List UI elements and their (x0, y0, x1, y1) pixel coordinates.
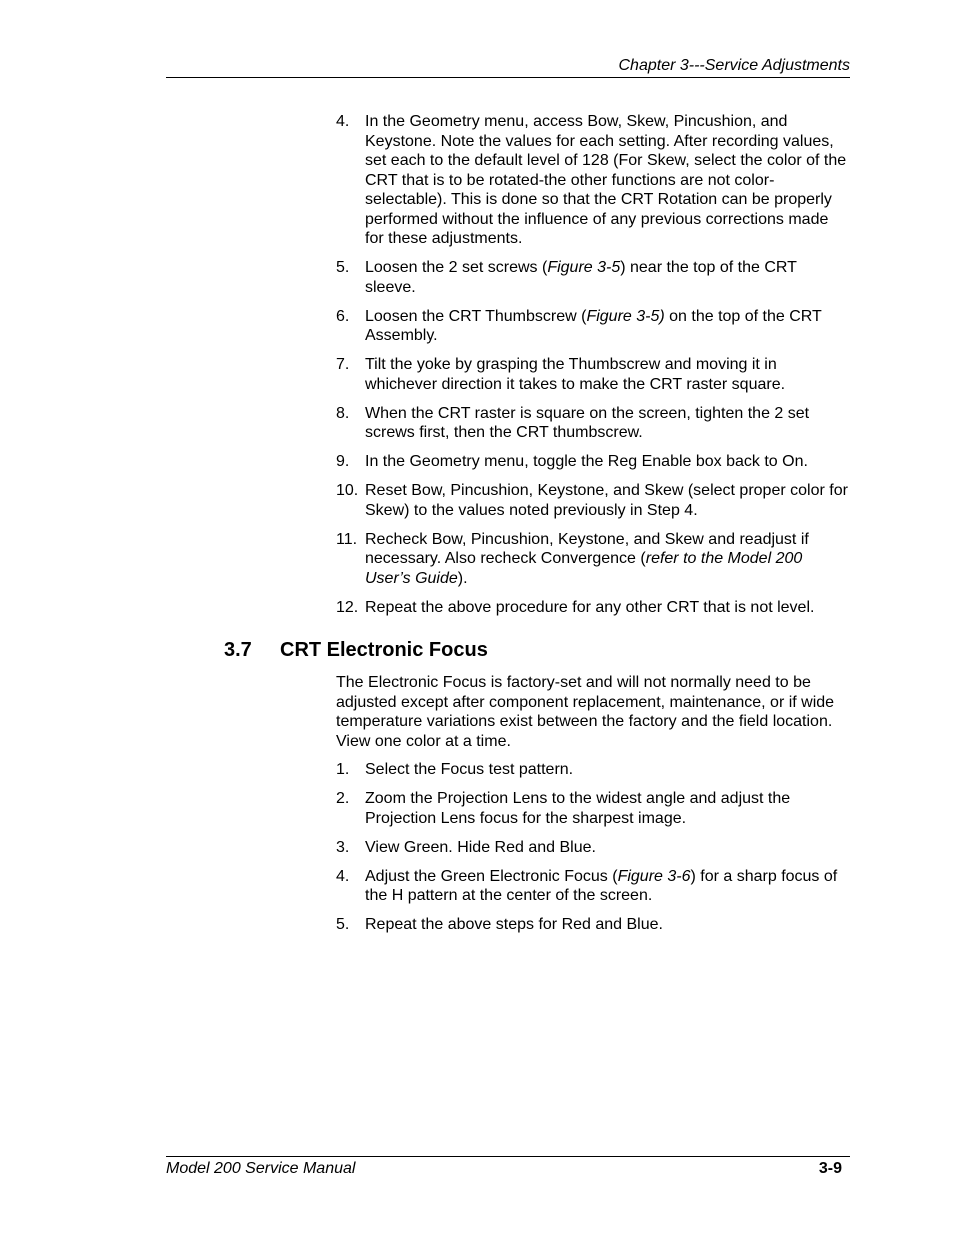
step-number: 2. (336, 790, 350, 807)
list-item (336, 355, 850, 394)
procedure-list-crt-rotation (336, 112, 850, 627)
step-number: 3. (336, 838, 350, 856)
step-number: 8. (336, 404, 350, 422)
step-text: Adjust the Green Electronic Focus ( (365, 867, 618, 885)
list-item (336, 915, 850, 935)
list-item (336, 307, 850, 346)
step-text: Repeat the above steps for Red and Blue. (365, 916, 663, 933)
step-text: Reset Bow, Pincushion, Keystone, and Skew (select proper color for Skew) to the values noted previously in Step 4. (365, 482, 848, 519)
reference-text: Figure 3-5 (547, 259, 621, 276)
list-item (336, 789, 850, 828)
step-number: 1. (336, 761, 350, 778)
step-text: ) for a sharp focus of the H pattern at the center of the screen. (365, 867, 838, 904)
reference-text: refer to the Model 200 User’s Guide (365, 550, 803, 587)
step-number: 4. (336, 113, 350, 130)
page-number: 3-9 (818, 1160, 842, 1177)
step-number: 4. (336, 867, 350, 885)
step-number: 10. (336, 482, 359, 499)
step-text: Repeat the above procedure for any other CRT that is not level. (365, 598, 815, 616)
step-number: 6. (336, 307, 350, 325)
list-item (336, 760, 850, 780)
step-number: 7. (336, 356, 350, 373)
step-text: Loosen the CRT Thumbscrew ( (365, 307, 587, 325)
list-item (336, 838, 850, 858)
step-text: When the CRT raster is square on the screen, tighten the 2 set screws first, then the CRT thumbscrew. (365, 404, 810, 441)
step-text: Recheck Bow, Pincushion, Keystone, and Skew and readjust if necessary. Also recheck Convergence ( (365, 530, 809, 567)
step-text: Tilt the yoke by grasping the Thumbscrew and moving it in whichever direction it takes to make the CRT raster square. (365, 356, 786, 393)
step-text: In the Geometry menu, toggle the Reg Enable box back to On. (365, 453, 808, 470)
list-item (336, 404, 850, 443)
reference-text: Figure 3-6 (617, 867, 691, 885)
step-text: Select the Focus test pattern. (365, 761, 574, 778)
step-text: on the top of the CRT Assembly. (365, 307, 822, 344)
list-item (336, 112, 850, 249)
list-item (336, 258, 850, 297)
section-intro-paragraph: The Electronic Focus is factory-set and will not normally need to be adjusted except after component replacement, maintenance, or if wide temperature variations exist between the factory and the field location. View one color at a time. (336, 674, 835, 750)
running-header (166, 56, 850, 78)
section-number: 3.7 (224, 639, 252, 661)
step-number: 9. (336, 453, 350, 470)
procedure-list-electronic-focus (336, 760, 850, 944)
step-text: In the Geometry menu, access Bow, Skew, Pincushion, and Keystone. Note the values for each setting. After recording values, set each to the default level of 128 (For Skew, select the color of the CRT that is to be rotated-the other functions are not color-selectable). This is done so that the CRT Rotation can be properly performed without the influence of any previous corrections made for these adjustments. (365, 113, 847, 247)
list-item (336, 867, 850, 906)
list-item (336, 452, 850, 472)
chapter-title: Chapter 3---Service Adjustments (618, 57, 850, 74)
running-footer (166, 1156, 850, 1178)
list-item (336, 481, 850, 520)
list-item (336, 598, 850, 618)
step-number: 12. (336, 598, 359, 616)
step-number: 5. (336, 259, 350, 276)
step-text: View Green. Hide Red and Blue. (365, 838, 596, 856)
step-text: Loosen the 2 set screws ( (365, 259, 548, 276)
step-text: ). (457, 569, 468, 587)
step-number: 11. (336, 530, 358, 548)
section-title-text: CRT Electronic Focus (280, 639, 488, 661)
step-text: ) near the top of the CRT sleeve. (365, 259, 797, 296)
manual-title: Model 200 Service Manual (166, 1160, 356, 1177)
step-number: 5. (336, 916, 350, 933)
reference-text: Figure 3-5) (586, 307, 665, 325)
section-heading (224, 638, 488, 662)
list-item (336, 530, 850, 589)
step-text: Zoom the Projection Lens to the widest angle and adjust the Projection Lens focus for the sharpest image. (365, 790, 791, 827)
